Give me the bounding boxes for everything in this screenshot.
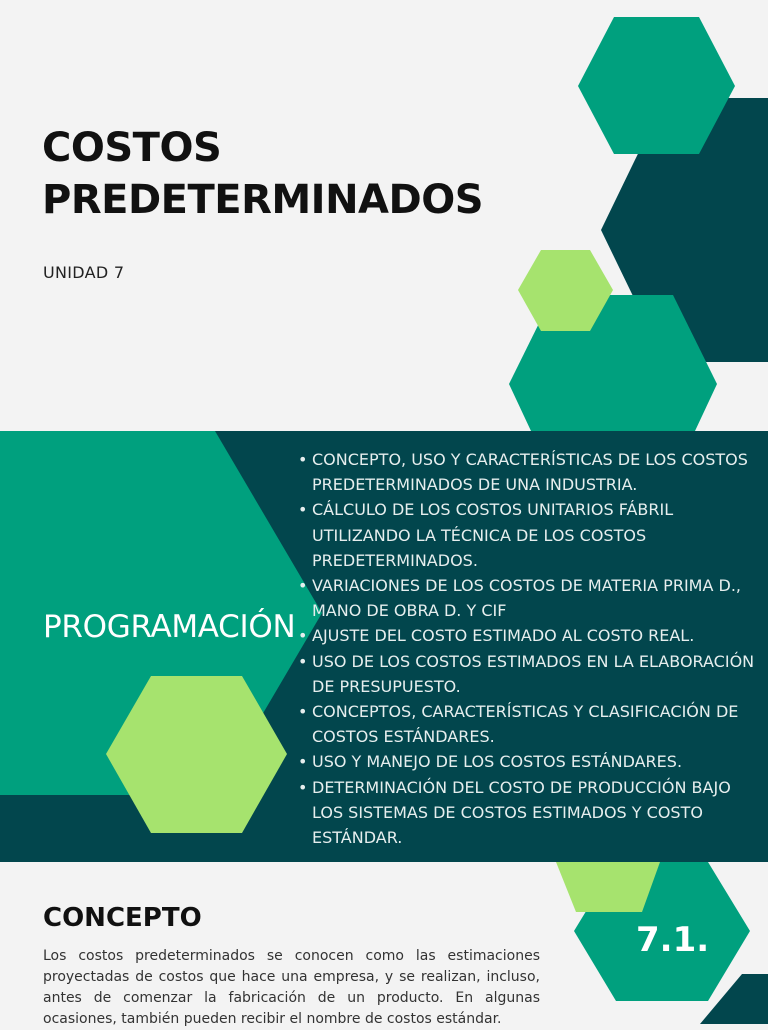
list-item: • AJUSTE DEL COSTO ESTIMADO AL COSTO REAL. (296, 623, 756, 648)
programacion-title: PROGRAMACIÓN (43, 609, 296, 645)
title-line-1: COSTOS (42, 125, 222, 171)
section-number-badge: 7.1. (636, 920, 710, 960)
title-line-2: PREDETERMINADOS (42, 177, 484, 223)
unit-subtitle: UNIDAD 7 (43, 263, 125, 282)
list-item: • VARIACIONES DE LOS COSTOS DE MATERIA PRIMA D., MANO DE OBRA D. Y CIF (296, 573, 756, 623)
list-item: • CÁLCULO DE LOS COSTOS UNITARIOS FÁBRIL UTILIZANDO LA TÉCNICA DE LOS COSTOS PREDETERMINADOS. (296, 497, 756, 573)
list-item: • USO Y MANEJO DE LOS COSTOS ESTÁNDARES. (296, 749, 756, 774)
concepto-title: CONCEPTO (43, 903, 202, 933)
light-hexagon-shape (556, 862, 660, 912)
list-item: • CONCEPTOS, CARACTERÍSTICAS Y CLASIFICACIÓN DE COSTOS ESTÁNDARES. (296, 699, 756, 749)
cover-section (0, 0, 768, 431)
list-item: • CONCEPTO, USO Y CARACTERÍSTICAS DE LOS COSTOS PREDETERMINADOS DE UNA INDUSTRIA. (296, 447, 756, 497)
page-title (42, 122, 483, 226)
list-item: • USO DE LOS COSTOS ESTIMADOS EN LA ELABORACIÓN DE PRESUPUESTO. (296, 649, 756, 699)
programacion-list (296, 447, 756, 850)
concepto-paragraph: Los costos predeterminados se conocen como las estimaciones proyectadas de costos que hace una empresa, y se realizan, incluso, antes de comenzar la fabricación de un producto. En algunas ocasiones, también pueden recibir el nombre de costos estándar. (43, 948, 540, 1027)
list-item: • DETERMINACIÓN DEL COSTO DE PRODUCCIÓN BAJO LOS SISTEMAS DE COSTOS ESTIMADOS Y COSTO ESTÁNDAR. (296, 775, 756, 851)
